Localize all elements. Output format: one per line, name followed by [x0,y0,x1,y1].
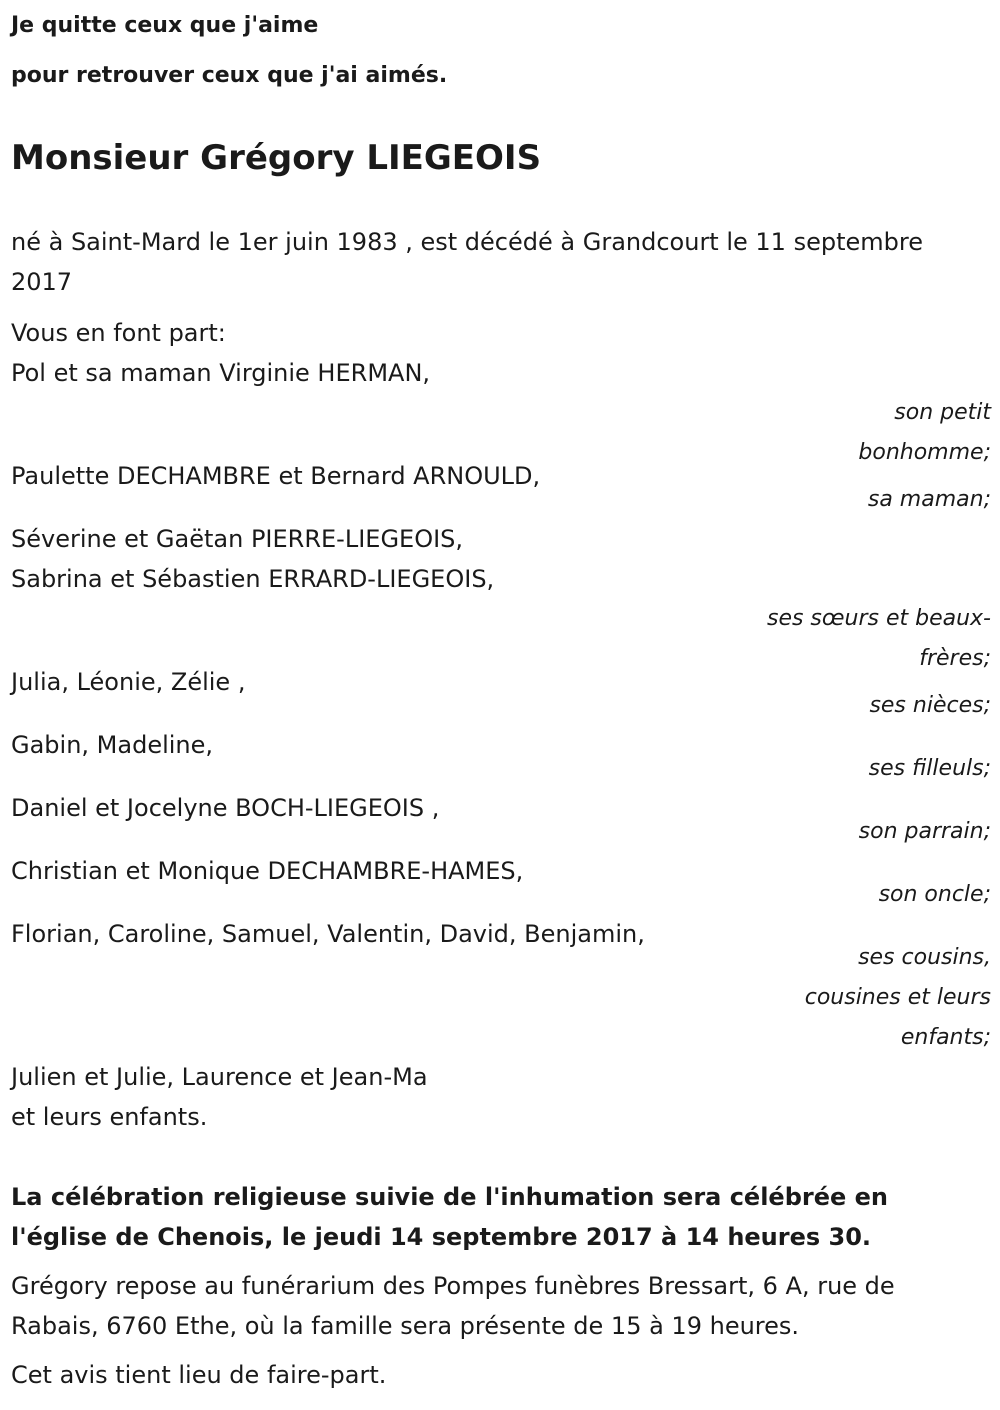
family-relation: ses sœurs et beaux- [766,606,991,631]
family-group [11,456,991,520]
family-group [11,353,991,473]
family-relation: ses filleuls; [868,756,991,781]
announce-intro: Vous en font part: [11,319,226,347]
quote-line-2: pour retrouver ceux que j'ai aimés. [11,63,448,88]
family-relation: frères; [919,646,991,671]
family-names: Sabrina et Sébastien ERRARD-LIEGEOIS, [11,565,495,593]
family-relation: enfants; [900,1025,991,1050]
family-names: Gabin, Madeline, [11,731,214,759]
family-names: Paulette DECHAMBRE et Bernard ARNOULD, [11,462,541,490]
ceremony-details: La célébration religieuse suivie de l'inhumation sera célébrée en l'église de Chenois, le jeudi 14 septembre 2017 à 14 heures 30. [11,1183,888,1251]
family-relation: sa maman; [867,487,991,512]
quote-line-1: Je quitte ceux que j'aime [11,13,319,38]
family-names: Séverine et Gaëtan PIERRE-LIEGEOIS, [11,525,464,553]
deceased-name: Monsieur Grégory LIEGEOIS [11,138,542,178]
family-names: Julia, Léonie, Zélie , [11,668,246,696]
family-names: Daniel et Jocelyne BOCH-LIEGEOIS , [11,794,440,822]
family-relation: bonhomme; [858,440,991,465]
family-relation: cousines et leurs [804,985,991,1010]
family-relation: son petit [894,400,991,425]
birth-death-statement: né à Saint-Mard le 1er juin 1983 , est décédé à Grandcourt le 11 septembre 2017 [11,228,923,296]
family-relation: ses cousins, [858,945,991,970]
family-relation: son parrain; [858,819,991,844]
family-relation: ses nièces; [869,693,991,718]
family-relation: son oncle; [878,882,991,907]
family-group [11,1057,991,1137]
family-group [11,914,991,1058]
family-names: Christian et Monique DECHAMBRE-HAMES, [11,857,524,885]
family-names: Julien et Julie, Laurence et Jean-Ma [11,1063,428,1091]
family-group [11,662,991,726]
closing-note: Cet avis tient lieu de faire-part. [11,1361,387,1389]
family-group [11,725,991,789]
family-group [11,788,991,852]
family-names: Florian, Caroline, Samuel, Valentin, David, Benjamin, [11,920,645,948]
funeral-home-details: Grégory repose au funérarium des Pompes funèbres Bressart, 6 A, rue de Rabais, 6760 Ethe, où la famille sera présente de 15 à 19 heures. [11,1272,895,1340]
family-names: Pol et sa maman Virginie HERMAN, [11,359,431,387]
family-group [11,851,991,915]
family-names: et leurs enfants. [11,1103,208,1131]
family-group [11,519,991,679]
